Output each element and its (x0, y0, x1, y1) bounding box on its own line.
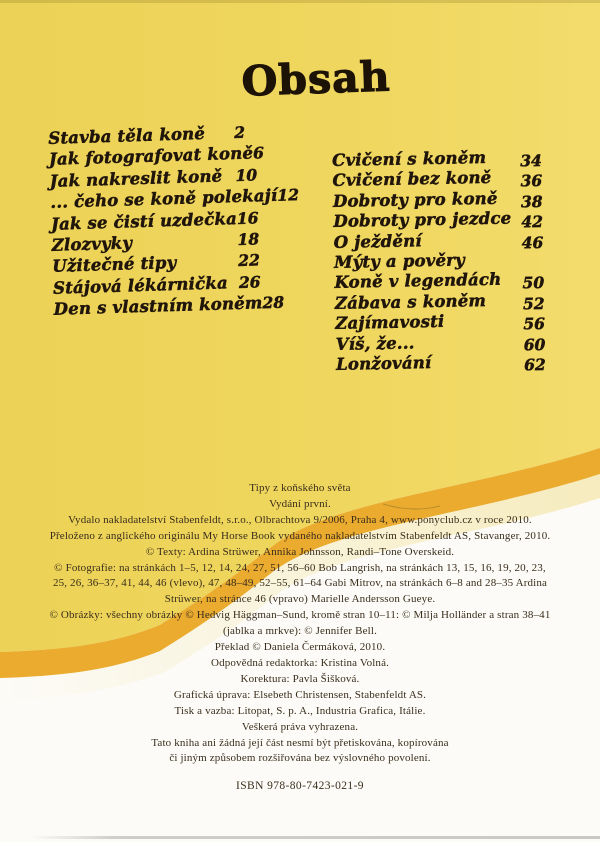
toc-entry-label: Jak se čistí uzdečka (50, 208, 238, 234)
toc-entry-label: Jak fotografovat koně (48, 143, 254, 170)
toc-entry-label: Zábava s koněm (334, 290, 487, 313)
scan-bottom-edge-shadow (30, 836, 600, 839)
toc-entry-page-number: 18 (237, 229, 260, 249)
colophon-line: Odpovědná redaktorka: Kristina Volná. (210, 656, 390, 669)
isbn-line: ISBN 978-80-7423-021-9 (236, 780, 364, 792)
colophon-line: Tipy z koňského světa (249, 482, 351, 494)
colophon-line: Tisk a vazba: Litopat, S. p. A., Industria Grafica, Itálie. (174, 704, 426, 717)
toc-entry-page-number: 10 (235, 165, 258, 185)
colophon-line: 25, 26, 36–37, 41, 44, 46 (vlevo), 47, 48–49, 52–55, 61–64 Gabi Mitrov, na stránkách 6–8 and 28–35 Ardina (52, 577, 548, 590)
toc-row (330, 228, 562, 253)
colophon-line: © Obrázky: všechny obrázky © Hedvig Häggman–Sund, kromě stran 10–11: © Milja Holländer a stran 38–41 (49, 609, 551, 622)
toc-column-left (44, 121, 300, 321)
colophon-line: Vydalo nakladatelství Stabenfeldt, s.r.o., Olbrachtova 9/2006, Praha 4, www.ponyclub.cz v roce 2010. (68, 513, 532, 526)
scan-top-edge-shadow (0, 0, 600, 3)
toc-entry-label: Stájová lékárnička (52, 273, 229, 298)
toc-entry-page-number: 28 (262, 292, 285, 313)
colophon-line: Vydání první. (269, 497, 331, 510)
toc-entry-label: Zajímavosti (335, 311, 445, 334)
colophon-line: Veškerá práva vyhrazena. (241, 720, 359, 733)
toc-entry-label: Den s vlastním koněm (53, 293, 263, 319)
toc-column-right (328, 147, 564, 376)
toc-entry-page-number: 38 (520, 191, 543, 212)
toc-entry-label: Cvičení bez koně (332, 168, 492, 191)
toc-entry-page-number: 16 (236, 207, 259, 228)
toc-entry-page-number: 36 (520, 171, 543, 191)
toc-entry-label: Užitečné tipy (52, 253, 177, 277)
colophon-line: Překlad © Daniela Čermáková, 2010. (214, 641, 386, 654)
toc-entry-page-number: 46 (521, 232, 544, 252)
toc-row (328, 167, 560, 192)
toc-entry-page-number: 26 (238, 272, 261, 292)
toc-entry-label: Lonžování (335, 352, 432, 374)
colophon-line: Grafická úprava: Elsebeth Christensen, Stabenfeldt AS. (173, 688, 427, 701)
toc-entry-page-number: 62 (523, 354, 546, 375)
toc-entry-label: Zlozvyky (51, 233, 133, 255)
toc-entry-label: Koně v legendách (334, 270, 502, 293)
toc-row (330, 269, 562, 294)
toc-entry-page-number: 60 (523, 334, 546, 354)
colophon-line: Korektura: Pavla Šišková. (240, 672, 360, 685)
toc-row (329, 208, 561, 233)
toc-entry-page-number: 50 (522, 273, 545, 293)
colophon-text-block (0, 481, 600, 767)
toc-row (332, 350, 564, 375)
toc-entry-label: Dobroty pro jezdce (333, 208, 512, 232)
toc-row (331, 310, 563, 335)
toc-row (331, 289, 563, 314)
toc-entry-page-number: 52 (522, 293, 545, 314)
toc-entry-label: Dobroty pro koně (332, 188, 498, 211)
toc-entry-page-number: 22 (237, 250, 261, 271)
colophon-line: či jiným způsobem rozšiřována bez výslovného povolení. (169, 752, 431, 765)
colophon-line: (jablka a mrkve): © Jennifer Bell. (223, 625, 377, 638)
toc-entry-label: Víš, že... (335, 332, 415, 354)
toc-entry-label: Cvičení s koněm (331, 147, 487, 170)
colophon-line: © Texty: Ardina Strüwer, Annika Johnsson, Randi–Tone Overskeid. (145, 545, 455, 558)
colophon-line: Strüwer, na stránce 46 (vpravo) Marielle Andersson Gueye. (164, 593, 436, 606)
toc-row (332, 330, 564, 355)
toc-entry-label: Jak nakreslit koně (49, 166, 223, 191)
toc-entry-label: O ježdění (333, 230, 422, 252)
toc-row (328, 147, 560, 172)
page-title: Obsah (240, 52, 392, 106)
toc-row (329, 187, 561, 212)
toc-entry-page-number: 34 (520, 150, 542, 171)
toc-entry-page-number: 12 (277, 185, 300, 205)
toc-entry-label: Stavba těla koně (48, 123, 206, 148)
toc-entry-label: ... čeho se koně polekají (50, 185, 278, 213)
colophon-line: Tato kniha ani žádná její část nesmí být přetiskována, kopírována (151, 736, 449, 749)
toc-entry-page-number: 2 (233, 122, 246, 143)
toc-entry-page-number: 56 (523, 313, 546, 334)
colophon-line: © Fotografie: na stránkách 1–5, 12, 14, 24, 27, 51, 56–60 Bob Langrish, na stránkách 13, 15, 16, 19, 20, 23, (54, 561, 546, 574)
colophon-line: Přeloženo z anglického originálu My Horse Book vydaného nakladatelstvím Stabenfeldt AS, Stavanger, 2010. (49, 529, 551, 542)
toc-entry-label: Mýty a pověry (333, 250, 466, 272)
toc-entry-page-number: 42 (521, 212, 544, 232)
toc-entry-page-number: 6 (252, 143, 265, 163)
